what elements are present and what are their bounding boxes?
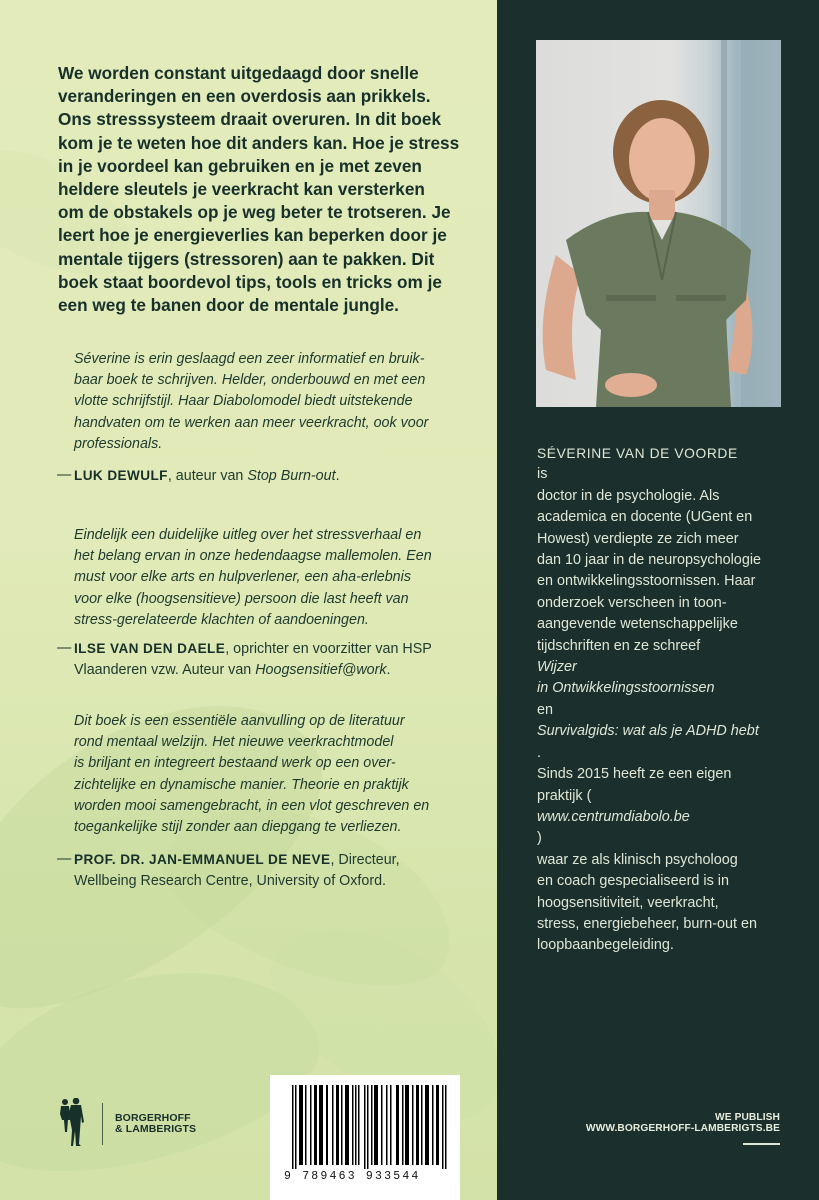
bio-line: stress, energiebeheer, burn-out en — [537, 915, 757, 932]
bio-line: dan 10 jaar in de neuropsychologie — [537, 552, 762, 569]
bio-line: hoogsensitiviteit, veerkracht, — [537, 894, 719, 911]
em-dash: — — [57, 467, 72, 483]
quote-line: zichtelijke en dynamische manier. Theorie en praktijk — [74, 776, 409, 793]
barcode-icon — [290, 1085, 450, 1169]
quote-author: ILSE VAN DEN DAELE — [74, 641, 226, 656]
review-quote — [74, 711, 484, 838]
quote-line: toegankelijke stijl zonder aan diepgang te verliezen. — [74, 819, 402, 836]
review-quote — [74, 525, 484, 631]
bio-line: en ontwikkelingsstoornissen. Haar — [537, 573, 756, 590]
attribution-text: , Directeur, — [330, 852, 400, 868]
quote-line: handvaten om te werken aan meer veerkracht, ook voor — [74, 414, 429, 431]
author-photo — [536, 40, 781, 407]
quote-line: baar boek te schrijven. Helder, onderbouwd en met een — [74, 372, 426, 389]
attribution-text: , oprichter en voorzitter van HSP — [225, 641, 432, 657]
quote-line: Dit boek is een essentiële aanvulling op de literatuur — [74, 713, 405, 729]
blurb-line: boek staat boordevol tips, tools en tricks om je — [58, 271, 442, 292]
isbn-number: 9 789463 933544 — [284, 1170, 421, 1183]
two-men-walking-icon — [58, 1098, 88, 1150]
book-title: Wijzer — [537, 659, 577, 676]
blurb-line: mentale tijgers (stressoren) aan te pakken. Dit — [58, 248, 435, 269]
quote-line: stress-gerelateerde klachten of aandoeningen. — [74, 611, 369, 628]
attribution-text: . — [386, 662, 391, 679]
blurb-line: We worden constant uitgedaagd door snelle — [58, 63, 419, 83]
blurb-line: leert hoe je energieverlies kan beperken door je — [58, 225, 447, 246]
bio-line: onderzoek verscheen in toon- — [537, 594, 727, 611]
publisher-tagline: WE PUBLISH — [715, 1112, 780, 1123]
blurb-line: heldere sleutels je veerkracht kan versterken — [58, 179, 425, 200]
quote-line: worden mooi samengebracht, in een vlot geschreven en — [74, 797, 430, 814]
quote-author: PROF. DR. JAN-EMMANUEL DE NEVE — [74, 852, 331, 867]
quote-line: het belang ervan in onze hedendaagse mallemolen. Een — [74, 548, 432, 565]
quote-author: LUK DEWULF — [74, 468, 168, 483]
bio-text: . — [537, 744, 541, 761]
bio-line: academica en docente (UGent en — [537, 509, 753, 526]
book-blurb — [58, 62, 478, 317]
attribution-text: Vlaanderen vzw. Auteur van — [74, 662, 256, 679]
bio-text: praktijk ( — [537, 787, 592, 804]
quote-line: voor elke (hoogsensitieve) persoon die last heeft van — [74, 590, 409, 607]
attribution-text: , auteur van — [167, 468, 248, 484]
bio-text: ) — [537, 830, 542, 847]
bio-line: doctor in de psychologie. Als — [537, 487, 720, 504]
bio-line: loopbaanbegeleiding. — [537, 937, 674, 954]
bio-text: tijdschriften en ze schreef — [537, 637, 701, 654]
quote-line: rond mentaal welzijn. Het nieuwe veerkrachtmodel — [74, 734, 394, 751]
quote-line: vlotte schrijfstijl. Haar Diabolomodel biedt uitstekende — [74, 393, 413, 410]
bio-line: en coach gespecialiseerd is in — [537, 873, 729, 890]
em-dash: — — [57, 640, 72, 656]
blurb-line: Ons stresssysteem draait overuren. In dit boek — [58, 109, 442, 130]
attribution-book-title: Stop Burn-out — [247, 468, 336, 484]
quote-line: is briljant en integreert bestaand werk op een over- — [74, 755, 396, 772]
logo-divider — [102, 1103, 103, 1145]
publisher-footer — [586, 1112, 780, 1148]
publisher-name-line: BORGERHOFF — [115, 1112, 191, 1124]
publisher-website-link[interactable]: WWW.BORGERHOFF-LAMBERIGTS.BE — [585, 1123, 780, 1134]
bio-line: Sinds 2015 heeft ze een eigen — [537, 766, 732, 783]
author-name: SÉVERINE VAN DE VOORDE — [537, 446, 738, 461]
isbn-barcode — [270, 1075, 460, 1200]
review-quote — [74, 349, 484, 455]
book-title: Survivalgids: wat als je ADHD hebt — [537, 723, 759, 740]
quote-line: professionals. — [74, 435, 163, 452]
bio-line: Howest) verdiepte ze zich meer — [537, 530, 739, 547]
attribution-text: Wellbeing Research Centre, University of Oxford. — [74, 873, 387, 890]
blurb-line: om de obstakels op je weg beter te trotseren. Je — [58, 202, 451, 223]
footer-rule — [743, 1143, 780, 1145]
quote-attribution — [57, 638, 487, 681]
publisher-name-line: & LAMBERIGTS — [115, 1123, 197, 1135]
bio-text: en — [537, 701, 554, 718]
quote-attribution — [57, 465, 487, 487]
quote-attribution — [57, 849, 487, 892]
bio-line: aangevende wetenschappelijke — [537, 616, 738, 633]
blurb-line: kom je te weten hoe dit anders kan. Hoe je stress — [58, 132, 460, 153]
blurb-line: een weg te banen door de mentale jungle. — [58, 295, 399, 316]
quote-line: Eindelijk een duidelijke uitleg over het stressverhaal en — [74, 527, 422, 543]
bio-line: waar ze als klinisch psycholoog — [537, 851, 738, 868]
publisher-logo — [58, 1098, 196, 1150]
attribution-book-title: Hoogsensitief@work — [255, 662, 387, 679]
publisher-name — [115, 1113, 196, 1135]
author-portrait-image — [536, 40, 781, 407]
blurb-line: in je voordeel kan gebruiken en je met zeven — [58, 155, 422, 176]
author-bio — [537, 443, 807, 957]
practice-website-link[interactable]: www.centrumdiabolo.be — [537, 808, 690, 825]
quote-line: Séverine is erin geslaagd een zeer informatief en bruik- — [74, 351, 425, 367]
quote-line: must voor elke arts en hulpverlener, een aha-erlebnis — [74, 569, 411, 586]
bio-text: is — [537, 466, 548, 483]
book-title: in Ontwikkelingsstoornissen — [537, 680, 715, 697]
em-dash: — — [57, 851, 72, 867]
attribution-text: . — [335, 468, 340, 484]
blurb-line: veranderingen en een overdosis aan prikkels. — [58, 86, 431, 107]
